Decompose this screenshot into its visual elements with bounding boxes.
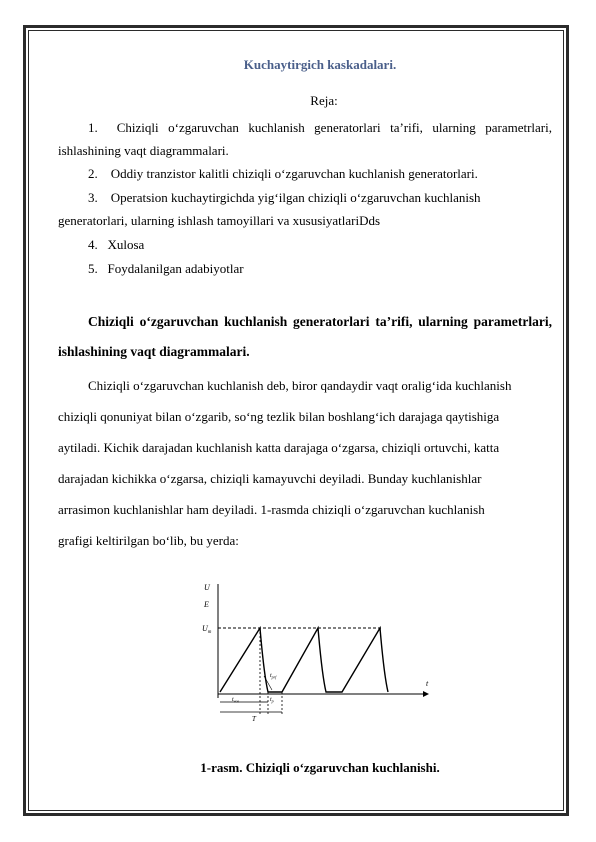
u-axis-label: U [204, 583, 210, 592]
paragraph-line: darajadan kichikka o‘zgarsa, chiziqli kamayuvchi deyiladi. Bunday kuchlanishlar [58, 471, 482, 486]
e-label: E [204, 600, 209, 609]
tpr-label: $t_{prf}$ [270, 673, 277, 680]
plan-item-3-cont: generatorlari, ularning ishlash tamoyillari va xususiyatlariDds [58, 213, 381, 228]
plan-item-1: 1. Chiziqli o‘zgaruvchan kuchlanish generatorlari ta’rifi, ularning parametrlari, [88, 120, 552, 135]
t-axis-label: t [426, 679, 429, 688]
paragraph-line: grafigi keltirilgan bo‘lib, bu yerda: [58, 533, 239, 548]
figure-caption: 1-rasm. Chiziqli o‘zgaruvchan kuchlanishi. [200, 760, 440, 775]
um-label: $U_m$ [202, 624, 212, 635]
plan-item-4: 4. Xulosa [88, 237, 145, 252]
sawtooth-voltage-figure [180, 580, 440, 730]
section-heading: Chiziqli o‘zgaruvchan kuchlanish generatorlari ta’rifi, ularning parametrlari, [88, 314, 552, 329]
paragraph-line: Chiziqli o‘zgaruvchan kuchlanish deb, biror qandaydir vaqt oralig‘ida kuchlanish [88, 378, 512, 393]
period-label: T [252, 715, 256, 723]
tvos-label: $t_{vos}$ [232, 697, 240, 704]
document-title: Kuchaytirgich kaskadalari. [243, 57, 397, 72]
section-heading-cont: ishlashining vaqt diagrammalari. [58, 344, 250, 359]
paragraph-line: aytiladi. Kichik darajadan kuchlanish katta darajaga o‘zgarsa, chiziqli ortuvchi, katta [58, 440, 500, 455]
paragraph-line: arrasimon kuchlanishlar ham deyiladi. 1-rasmda chiziqli o‘zgaruvchan kuchlanish [58, 502, 485, 517]
tp-label: $t_p$ [270, 697, 274, 704]
paragraph-line: chiziqli qonuniyat bilan o‘zgarib, so‘ng tezlik bilan boshlang‘ich darajaga qaytishiga [58, 409, 500, 424]
plan-item-2: 2. Oddiy tranzistor kalitli chiziqli o‘zgaruvchan kuchlanish generatorlari. [88, 166, 478, 181]
plan-heading: Reja: [310, 93, 338, 108]
plan-item-5: 5. Foydalanilgan adabiyotlar [88, 261, 244, 276]
sawtooth-waveform [220, 628, 388, 692]
plan-item-1-cont: ishlashining vaqt diagrammalari. [58, 143, 229, 158]
plan-item-3: 3. Operatsion kuchaytirgichda yig‘ilgan chiziqli o‘zgaruvchan kuchlanish [88, 190, 481, 205]
